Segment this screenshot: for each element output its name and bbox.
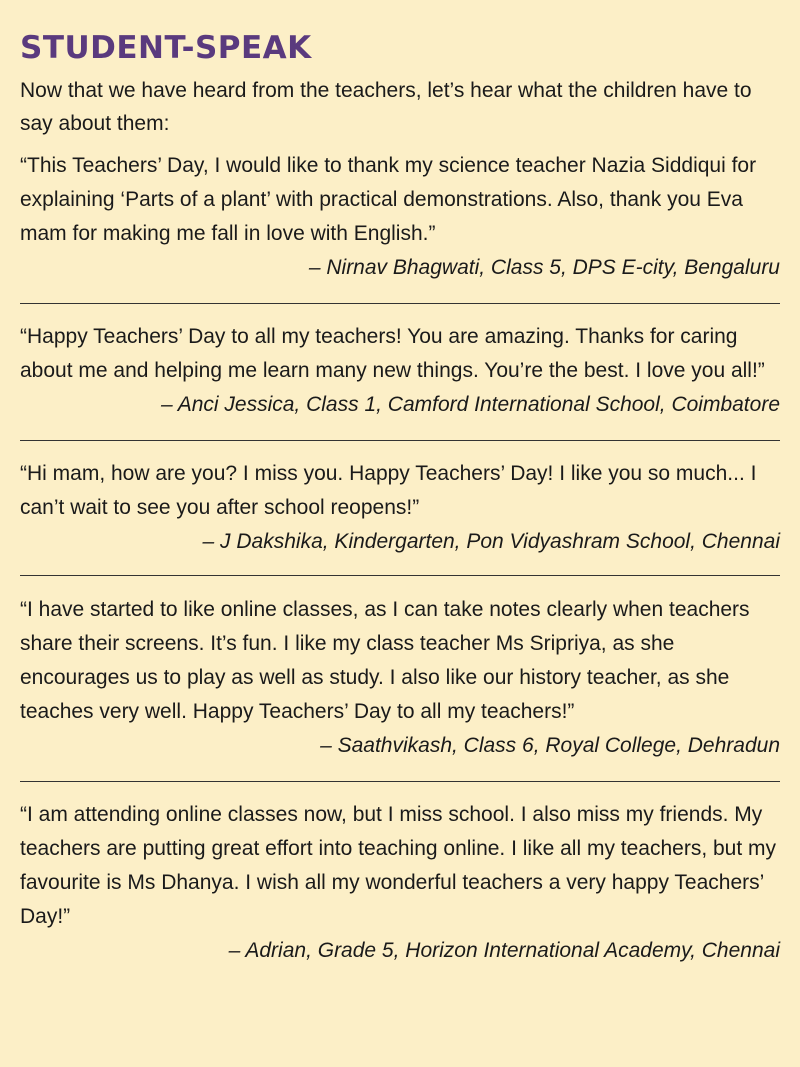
divider [20, 781, 780, 782]
quote-block-4 [20, 593, 780, 763]
quote-text: “I am attending online classes now, but I miss school. I also miss my friends. My teachers are putting great effort into teaching online. I like all my teachers, but my favourite is Ms Dhanya. I wish all my wonderful teachers a very happy Teachers’ Day!” [20, 803, 777, 928]
quote-text: “Happy Teachers’ Day to all my teachers! You are amazing. Thanks for caring about me and helping me learn many new things. You’re the best. I love you all!” [20, 325, 765, 382]
section-title: STUDENT-SPEAK [20, 30, 312, 66]
quote-block-1 [20, 149, 780, 285]
divider [20, 303, 780, 304]
divider [20, 575, 780, 576]
quote-attribution: – Nirnav Bhagwati, Class 5, DPS E-city, Bengaluru [308, 256, 780, 279]
divider [20, 440, 780, 441]
quote-text: “Hi mam, how are you? I miss you. Happy Teachers’ Day! I like you so much... I can’t wait to see you after school reopens!” [20, 462, 757, 519]
quote-attribution: – Saathvikash, Class 6, Royal College, Dehradun [320, 734, 780, 757]
quote-block-3 [20, 457, 780, 559]
intro-text: Now that we have heard from the teachers, let’s hear what the children have to say about them: [20, 79, 752, 135]
quote-block-5 [20, 798, 780, 968]
quote-text: “I have started to like online classes, as I can take notes clearly when teachers share their screens. It’s fun. I like my class teacher Ms Sripriya, as she encourages us to play as well as study. I also like our history teacher, as she teaches very well. Happy Teachers’ Day to all my teachers!” [20, 598, 750, 723]
quote-attribution: – J Dakshika, Kindergarten, Pon Vidyashram School, Chennai [202, 530, 780, 553]
quote-block-2 [20, 320, 780, 422]
quote-text: “This Teachers’ Day, I would like to thank my science teacher Nazia Siddiqui for explaining ‘Parts of a plant’ with practical demonstrations. Also, thank you Eva mam for making me fall in love with English.” [20, 154, 757, 245]
quote-attribution: – Adrian, Grade 5, Horizon International Academy, Chennai [228, 939, 780, 962]
quote-attribution: – Anci Jessica, Class 1, Camford International School, Coimbatore [160, 393, 780, 416]
